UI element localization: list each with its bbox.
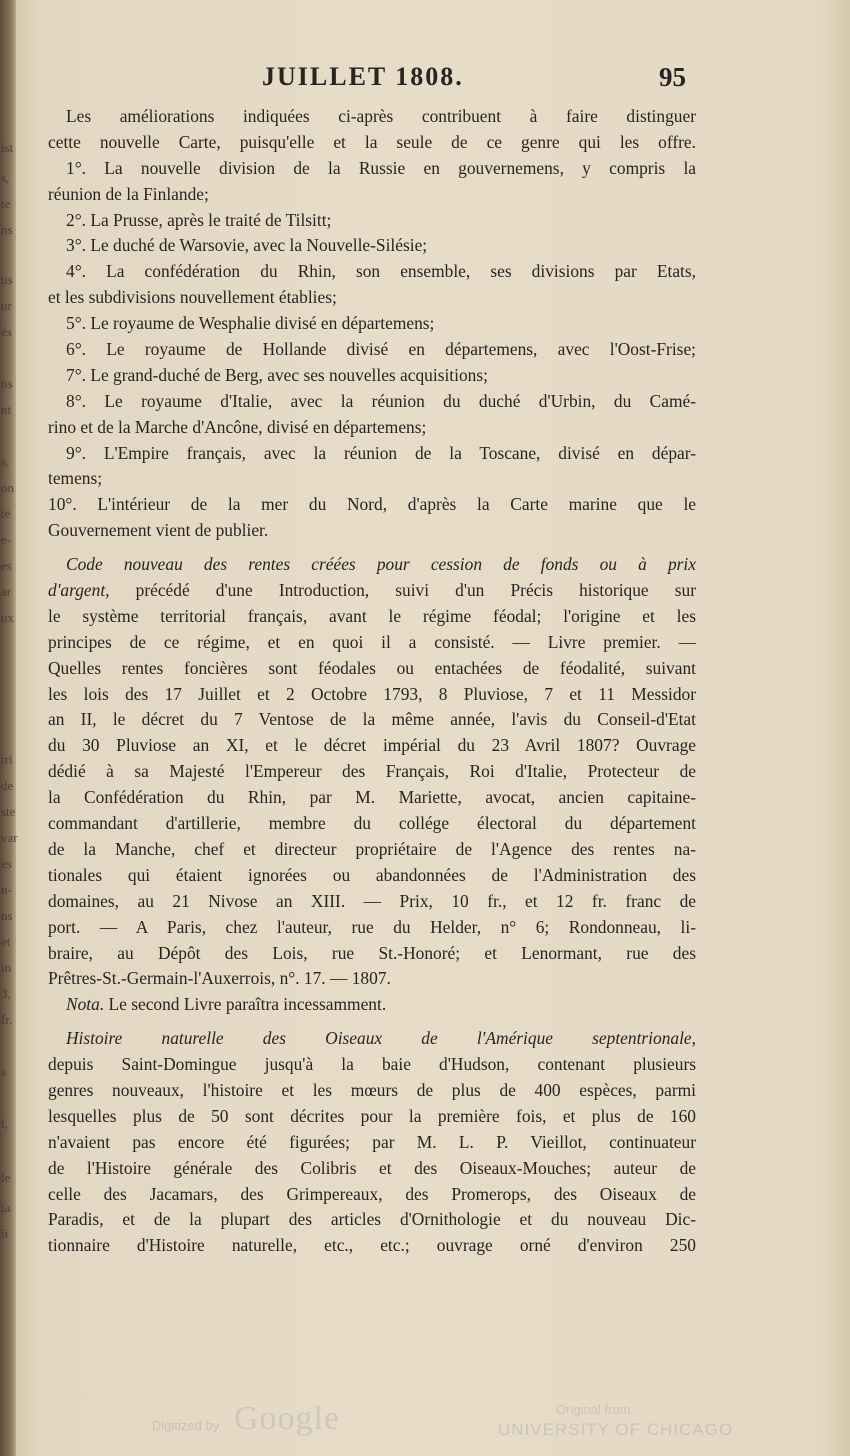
text-line: 6°. Le royaume de Hollande divisé en départemens, avec l'Oost-Frise; (66, 339, 696, 360)
bleed-fragment: nt (1, 402, 12, 417)
nota-label: Nota. (66, 994, 105, 1015)
bleed-fragment: es (1, 856, 12, 871)
bleed-fragment: es (1, 558, 12, 573)
text-fragment: Le second Livre paraîtra incessamment. (104, 994, 387, 1015)
text-line: de l'Histoire générale des Colibris et des Oiseaux-Mouches; auteur de (48, 1157, 696, 1178)
bleed-fragment: ste (1, 804, 16, 819)
text-fragment: précédé d'une Introduction, suivi d'un Précis historique sur (109, 580, 696, 601)
text-line (48, 578, 696, 604)
text-line (48, 992, 696, 1018)
text-line: port. — A Paris, chez l'auteur, rue du Helder, n° 6; Rondonneau, li- (48, 916, 696, 937)
running-head: JUILLET 1808. (262, 62, 464, 91)
bleed-fragment: 3, (1, 986, 11, 1001)
text-line-title: Histoire naturelle des Oiseaux de l'Amérique septentrionale, (66, 1028, 696, 1049)
text-line: 2°. La Prusse, après le traité de Tilsitt; (66, 209, 332, 230)
page-number: 95 (659, 62, 686, 92)
bleed-fragment: ar (1, 584, 12, 599)
text-line: 7°. Le grand-duché de Berg, avec ses nouvelles acquisitions; (66, 364, 488, 385)
text-line: principes de ce régime, et en quoi il a consisté. — Livre premier. — (48, 631, 696, 652)
bleed-fragment: var (1, 830, 18, 845)
bleed-fragment: ii (1, 1226, 9, 1241)
bleed-fragment: de (1, 778, 14, 793)
institution-label: UNIVERSITY OF CHICAGO (498, 1420, 734, 1439)
text-line: le système territorial français, avant le régime féodal; l'origine et les (48, 605, 696, 626)
bleed-fragment: ns (1, 908, 13, 923)
text-line: an II, le décret du 7 Ventose de la même année, l'avis du Conseil-d'Etat (48, 709, 696, 730)
bleed-fragment: le (1, 1170, 11, 1185)
bleed-fragment: ur (1, 298, 12, 313)
text-line: braire, au Dépôt des Lois, rue St.-Honoré; et Lenormant, rue des (48, 942, 696, 963)
text-line: Gouvernement vient de publier. (48, 520, 269, 541)
bleed-fragment: n- (1, 882, 12, 897)
text-line: les lois des 17 Juillet et 2 Octobre 1793, 8 Pluviose, 7 et 11 Messidor (48, 683, 696, 704)
text-line: domaines, au 21 Nivose an XIII. — Prix, 10 fr., et 12 fr. franc de (48, 890, 696, 911)
text-line: 1°. La nouvelle division de la Russie en gouvernemens, y compris la (66, 157, 696, 178)
text-line: dédié à sa Majesté l'Empereur des Français, Roi d'Italie, Protecteur de (48, 761, 696, 782)
text-line: Quelles rentes foncières sont féodales ou entachées de féodalité, suivant (48, 657, 696, 678)
text-line: 8°. Le royaume d'Italie, avec la réunion du duché d'Urbin, du Camé- (66, 390, 696, 411)
text-line: 5°. Le royaume de Wesphalie divisé en départemens; (66, 313, 435, 334)
bleed-fragment: fr. (1, 1012, 13, 1027)
bleed-fragment: te (1, 196, 11, 211)
text-line: depuis Saint-Domingue jusqu'à la baie d'Hudson, contenant plusieurs (48, 1054, 696, 1075)
text-line: de la Manche, chef et directeur propriétaire de l'Agence des rentes na- (48, 838, 696, 859)
bleed-fragment: és (1, 324, 12, 339)
text-line: Paradis, et de la plupart des articles d'Ornithologie et du nouveau Dic- (48, 1209, 696, 1230)
text-line: temens; (48, 468, 103, 489)
text-line: tionnaire d'Histoire naturelle, etc., etc.; ouvrage orné d'environ 250 (48, 1235, 696, 1256)
text-line: 10°. L'intérieur de la mer du Nord, d'après la Carte marine que le (48, 494, 696, 515)
bleed-fragment: in (1, 960, 12, 975)
bleed-fragment: s (1, 1064, 7, 1079)
text-line: 9°. L'Empire français, avec la réunion de la Toscane, divisé en dépar- (66, 442, 696, 463)
text-line: 3°. Le duché de Warsovie, avec la Nouvelle-Silésie; (66, 235, 428, 256)
text-line: du 30 Pluviose an XI, et le décret impérial du 23 Avril 1807? Ouvrage (48, 735, 696, 756)
text-line: 4°. La confédération du Rhin, son ensemble, ses divisions par Etats, (66, 261, 696, 282)
bleed-fragment: s, (1, 170, 10, 185)
bleed-fragment: ist (1, 140, 14, 155)
scan-watermark (0, 1398, 850, 1448)
bleed-fragment: tri (1, 752, 13, 767)
text-line: genres nouveaux, l'histoire et les mœurs de plus de 400 espèces, parmi (48, 1079, 696, 1100)
bleed-fragment: ux (1, 610, 14, 625)
text-line: la Confédération du Rhin, par M. Mariette, avocat, ancien capitaine- (48, 787, 696, 808)
text-line: celle des Jacamars, des Grimpereaux, des Promerops, des Oiseaux de (48, 1183, 696, 1204)
text-line: réunion de la Finlande; (48, 183, 209, 204)
digitized-by-label: Digitized by (152, 1418, 220, 1433)
text-line: Prêtres-St.-Germain-l'Auxerrois, n°. 17. — 1807. (48, 968, 391, 989)
text-line: tionales qui étaient ignorées ou abandonnées de l'Administration des (48, 864, 696, 885)
title-fragment: d'argent, (48, 580, 110, 601)
bleed-fragment: e- (1, 532, 12, 547)
page-header (0, 62, 850, 102)
text-line: cette nouvelle Carte, puisqu'elle et la seule de ce genre qui les offre. (48, 131, 696, 152)
bleed-fragment: s, (1, 454, 10, 469)
text-line-title: Code nouveau des rentes créées pour cession de fonds ou à prix (66, 554, 696, 575)
bleed-fragment: l, (1, 1116, 8, 1131)
google-logo: Google (234, 1400, 341, 1437)
bleed-fragment: et (1, 934, 11, 949)
bleed-fragment: ns (1, 376, 13, 391)
text-line: lesquelles plus de 50 sont décrites pour la première fois, et plus de 160 (48, 1105, 696, 1126)
text-line: rino et de la Marche d'Ancône, divisé en départemens; (48, 416, 427, 437)
bleed-fragment: ns (1, 222, 13, 237)
bleed-fragment: ia (1, 1200, 11, 1215)
text-line: et les subdivisions nouvellement établies; (48, 287, 337, 308)
page-body (48, 104, 696, 1259)
facing-page-bleed-through (0, 140, 16, 1290)
text-line: n'avaient pas encore été figurées; par M. L. P. Vieillot, continuateur (48, 1131, 696, 1152)
text-line: commandant d'artillerie, membre du collége électoral du département (48, 813, 696, 834)
original-from-label: Original from (556, 1402, 631, 1417)
bleed-fragment: on (1, 480, 14, 495)
text-line: Les améliorations indiquées ci-après contribuent à faire distinguer (66, 106, 696, 126)
bleed-fragment: us (1, 272, 13, 287)
bleed-fragment: té (1, 506, 11, 521)
